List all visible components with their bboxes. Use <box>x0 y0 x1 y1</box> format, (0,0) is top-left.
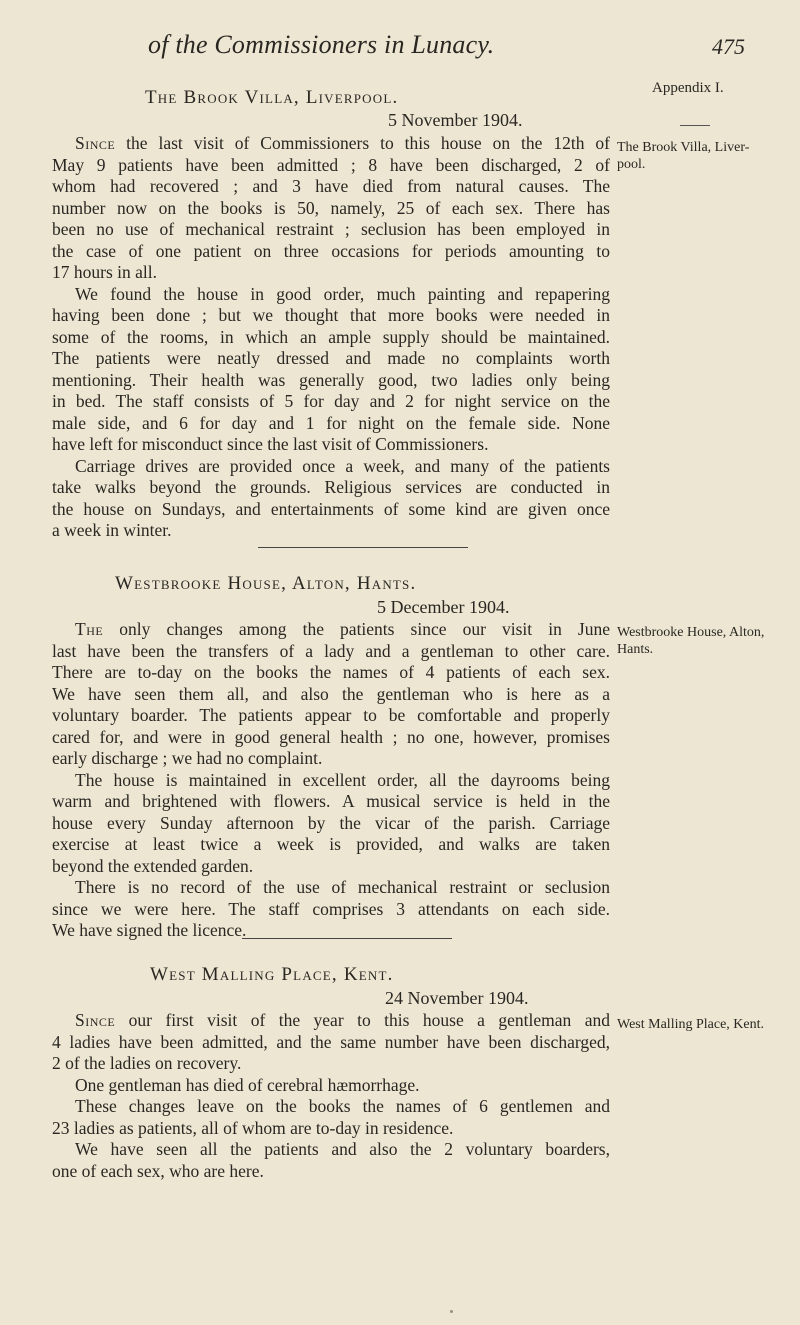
body-line: the house on Sundays, and entertainments of some kind are given once <box>52 498 610 519</box>
body-line: There is no record of the use of mechanical restraint or seclusion <box>75 877 610 897</box>
body-line: whom had recovered ; and 3 have died from natural causes. The <box>52 176 610 196</box>
marginal-note: West Malling Place, Kent. <box>617 1017 765 1032</box>
body-line: male side, and 6 for day and 1 for night on the female side. None <box>52 412 610 433</box>
body-line: exercise at least twice a week is provided, and walks are taken <box>52 834 610 854</box>
body-line: Since our first visit of the year to this house a gentleman and <box>75 1010 610 1030</box>
marginal-note: Westbrooke House, Alton, Hants. <box>617 625 765 657</box>
lead-word: Since <box>75 133 116 153</box>
body-line: The house is maintained in excellent order, all the dayrooms being <box>75 769 610 790</box>
body-line: cared for, and were in good general health ; no one, however, promises <box>52 726 610 747</box>
running-head: of the Commissioners in Lunacy. <box>148 30 495 59</box>
body-line: May 9 patients have been admitted ; 8 have been discharged, 2 of <box>52 154 610 175</box>
body-line: There are to-day on the books the names of 4 patients of each sex. <box>52 662 610 682</box>
section-title: Westbrooke House, Alton, Hants. <box>115 573 417 594</box>
section-title: West Malling Place, Kent. <box>150 964 394 985</box>
lead-word: The <box>75 619 104 639</box>
body-line: one of each sex, who are here. <box>52 1160 264 1181</box>
body-line: 17 hours in all. <box>52 262 157 282</box>
lead-word: Since <box>75 1010 116 1030</box>
appendix-rule <box>680 125 710 126</box>
body-line: number now on the books is 50, namely, 25 of each sex. There has <box>52 197 610 218</box>
body-line: last have been the transfers of a lady and a gentleman to other care. <box>52 640 610 661</box>
body-line: 23 ladies as patients, all of whom are to-day in residence. <box>52 1117 454 1138</box>
body-line: Since the last visit of Commissioners to this house on the 12th of <box>75 133 610 153</box>
section-date: 5 November 1904. <box>388 110 523 130</box>
speck <box>450 1310 453 1313</box>
body-line: beyond the extended garden. <box>52 855 254 876</box>
body-line: voluntary boarder. The patients appear to be comfortable and properly <box>52 705 610 725</box>
page-number: 475 <box>712 34 745 59</box>
body-line: These changes leave on the books the names of 6 gentlemen and <box>75 1096 610 1116</box>
body-line: some of the rooms, in which an ample supply should be maintained. <box>52 326 610 347</box>
section-divider <box>258 547 468 548</box>
section-divider <box>242 938 452 939</box>
body-line: early discharge ; we had no complaint. <box>52 748 323 768</box>
section-date: 24 November 1904. <box>385 988 529 1008</box>
body-line: Carriage drives are provided once a week, and many of the patients <box>75 455 610 476</box>
body-line: The patients were neatly dressed and made no complaints worth <box>52 348 610 368</box>
appendix-label: Appendix I. <box>652 80 724 96</box>
body-line: We have seen them all, and also the gentleman who is here as a <box>52 683 610 704</box>
body-line: One gentleman has died of cerebral hæmorrhage. <box>75 1074 420 1095</box>
body-line: We found the house in good order, much painting and repapering <box>75 283 610 304</box>
body-line: house every Sunday afternoon by the vicar of the parish. Carriage <box>52 812 610 833</box>
body-line: having been done ; but we thought that more books were needed in <box>52 305 610 325</box>
body-line: a week in winter. <box>52 520 172 540</box>
body-line: have left for misconduct since the last visit of Commissioners. <box>52 434 489 454</box>
body-line: take walks beyond the grounds. Religious services are conducted in <box>52 477 610 497</box>
body-line: in bed. The staff consists of 5 for day and 2 for night service on the <box>52 391 610 411</box>
body-line: 2 of the ladies on recovery. <box>52 1053 242 1073</box>
section-title: The Brook Villa, Liverpool. <box>145 87 399 108</box>
marginal-note: The Brook Villa, Liver- pool. <box>617 140 750 172</box>
body-line: the case of one patient on three occasions for periods amounting to <box>52 240 610 261</box>
section-date: 5 December 1904. <box>377 597 510 617</box>
body-line: warm and brightened with flowers. A musical service is held in the <box>52 791 610 811</box>
body-line: We have signed the licence. <box>52 920 247 940</box>
body-line: since we were here. The staff comprises 3 attendants on each side. <box>52 898 610 919</box>
body-line: The only changes among the patients since our visit in June <box>75 619 610 639</box>
body-line: mentioning. Their health was generally good, two ladies only being <box>52 369 610 390</box>
body-line: been no use of mechanical restraint ; seclusion has been employed in <box>52 219 610 239</box>
body-line: 4 ladies have been admitted, and the same number have been discharged, <box>52 1031 610 1052</box>
body-line: We have seen all the patients and also the 2 voluntary boarders, <box>75 1139 610 1159</box>
